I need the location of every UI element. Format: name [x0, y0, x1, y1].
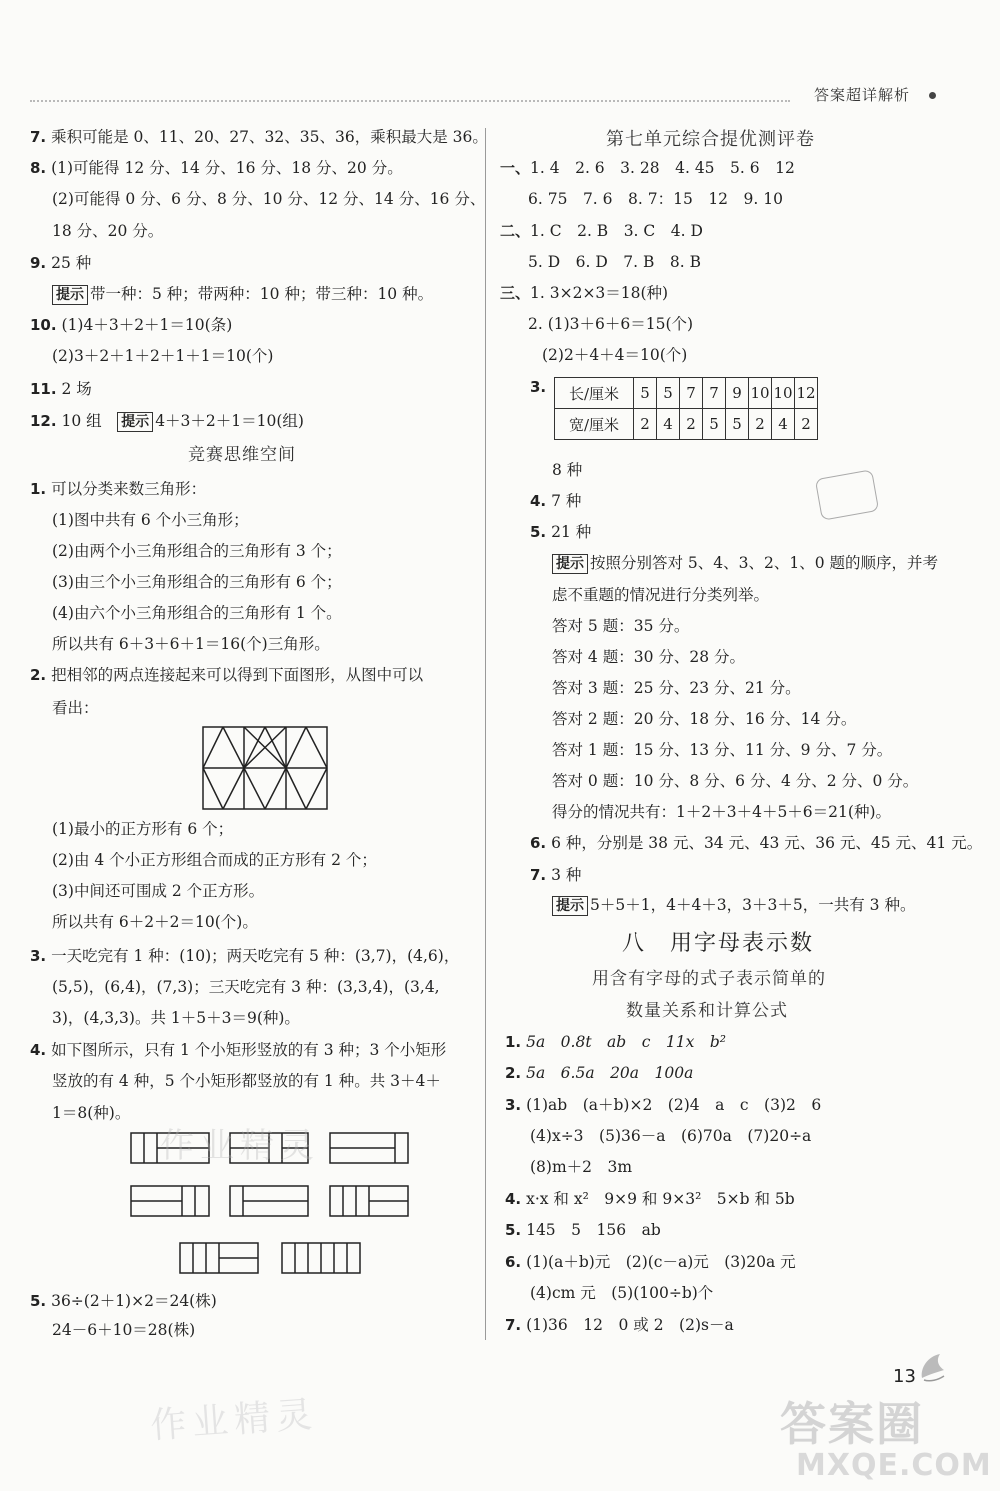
answer-line: 三、1. 3×2×3＝18(种)	[500, 284, 669, 302]
section-title: 第七单元综合提优测评卷	[606, 129, 815, 150]
table-cell: 5	[703, 409, 726, 440]
answer-line: 18 分、20 分。	[52, 222, 164, 240]
answer-line: 2. (1)3＋6＋6＝15(个)	[528, 315, 694, 333]
hint-line: 提示 5＋5＋1，4＋4＋3，3＋3＋5，一共有 3 种。	[552, 894, 915, 916]
answer-line: (3)中间还可围成 2 个正方形。	[52, 882, 265, 900]
answer-line: (2)由两个小三角形组合的三角形有 3 个；	[52, 542, 342, 560]
table-cell: 2	[749, 409, 772, 440]
hint-badge: 提示	[552, 554, 588, 574]
answer-line: 7. 3 种	[530, 866, 582, 884]
answer-line: (4)由六个小三角形组合的三角形有 1 个。	[52, 604, 342, 622]
answer-line: 4. x·x 和 x² 9×9 和 9×3² 5×b 和 5b	[505, 1190, 795, 1208]
hint-badge: 提示	[552, 896, 588, 916]
answer-line: 虑不重题的情况进行分类列举。	[552, 586, 770, 604]
answer-line: 7. 乘积可能是 0、11、20、27、32、35、36，乘积最大是 36。	[30, 128, 488, 146]
answer-line: 5. 145 5 156 ab	[505, 1221, 661, 1239]
answer-line: 5. 21 种	[530, 523, 592, 541]
table-cell: 7	[703, 378, 726, 409]
table-cell: 10	[772, 378, 795, 409]
answer-line: (4)x÷3 (5)36－a (6)70a (7)20÷a	[530, 1127, 812, 1145]
answer-line: (2)3＋2＋1＋2＋1＋1＝10(个)	[52, 347, 274, 365]
answer-line: (5,5)，(6,4)，(7,3)；三天吃完有 3 种：(3,3,4)，(3,4,	[52, 978, 440, 996]
answer-line: (1)图中共有 6 个小三角形；	[52, 511, 249, 529]
table-cell: 2	[634, 409, 657, 440]
table-cell: 4	[657, 409, 680, 440]
answer-line: 8. (1)可能得 12 分、14 分、16 分、18 分、20 分。	[30, 159, 403, 177]
answer-line: 答对 1 题：15 分、13 分、11 分、9 分、7 分。	[552, 741, 893, 759]
chapter-title: 八 用字母表示数	[622, 931, 815, 956]
header-dot	[929, 92, 936, 99]
answer-line: 5. 36÷(2＋1)×2＝24(株)	[30, 1292, 217, 1310]
dolphin-icon	[918, 1350, 948, 1384]
answer-line: 6. (1)(a＋b)元 (2)(c－a)元 (3)20a 元	[505, 1253, 796, 1271]
answer-line: 6. 75 7. 6 8. 7：15 12 9. 10	[528, 190, 783, 208]
answer-line: 1. 5a 0.8t ab c 11x b²	[505, 1033, 727, 1051]
page-number: 13	[893, 1366, 916, 1387]
answer-line: (4)cm 元 (5)(100÷b)个	[530, 1284, 714, 1302]
answer-line: 所以共有 6＋3＋6＋1＝16(个)三角形。	[52, 635, 330, 653]
answer-line: (2)由 4 个小正方形组合而成的正方形有 2 个；	[52, 851, 377, 869]
answer-line: 一、1. 4 2. 6 3. 28 4. 45 5. 6 12	[500, 159, 795, 177]
table-cell: 长/厘米	[555, 378, 634, 409]
answer-line: 2. 把相邻的两点连接起来可以得到下面图形，从图中可以	[30, 666, 424, 684]
faint-watermark: 作业精灵	[148, 1394, 320, 1447]
answer-line: 二、1. C 2. B 3. C 4. D	[500, 222, 703, 240]
hint-line: 提示 带一种：5 种；带两种：10 种；带三种：10 种。	[52, 283, 433, 305]
answer-line: 5. D 6. D 7. B 8. B	[528, 253, 701, 271]
subsection-title: 用含有字母的式子表示简单的	[592, 969, 826, 989]
answer-line: 得分的情况共有：1＋2＋3＋4＋5＋6＝21(种)。	[552, 803, 891, 821]
answer-line: 答对 2 题：20 分、18 分、16 分、14 分。	[552, 710, 857, 728]
answer-line: (1)最小的正方形有 6 个；	[52, 820, 234, 838]
table-cell: 5	[726, 409, 749, 440]
answer-line: 7. (1)36 12 0 或 2 (2)s－a	[505, 1316, 734, 1334]
section-title: 竞赛思维空间	[188, 445, 296, 465]
column-divider	[485, 128, 486, 1340]
answer-line: 答对 4 题：30 分、28 分。	[552, 648, 746, 666]
table-cell: 5	[657, 378, 680, 409]
answer-line: (2)2＋4＋4＝10(个)	[542, 346, 688, 364]
answer-line: (2)可能得 0 分、6 分、8 分、10 分、12 分、14 分、16 分、	[52, 190, 486, 208]
answer-line: 24－6＋10＝28(株)	[52, 1321, 196, 1339]
answer-line: 11. 2 场	[30, 380, 92, 398]
answer-line: 1. 可以分类来数三角形：	[30, 480, 207, 498]
table-cell: 10	[749, 378, 772, 409]
answer-line: 2. 5a 6.5a 20a 100a	[505, 1064, 694, 1082]
answer-line: 10. (1)4＋3＋2＋1＝10(条)	[30, 316, 233, 334]
table-row	[555, 378, 818, 409]
hint-badge: 提示	[117, 412, 153, 432]
table-cell: 2	[680, 409, 703, 440]
answer-line: 答对 0 题：10 分、8 分、6 分、4 分、2 分、0 分。	[552, 772, 919, 790]
watermark-logo: 答案圈	[780, 1397, 924, 1451]
table-cell: 12	[795, 378, 818, 409]
answer-line: 3)，(4,3,3)。共 1＋5＋3＝9(种)。	[52, 1009, 300, 1027]
answer-line: 1＝8(种)。	[52, 1104, 131, 1122]
table-row	[555, 409, 818, 440]
answer-line: (8)m＋2 3m	[530, 1158, 633, 1176]
table-cell: 5	[634, 378, 657, 409]
table-cell: 7	[680, 378, 703, 409]
table-cell: 2	[795, 409, 818, 440]
answer-line: 3. (1)ab (a＋b)×2 (2)4 a c (3)2 6	[505, 1096, 822, 1114]
stamp-mark	[815, 469, 879, 520]
answer-line: (3)由三个小三角形组合的三角形有 6 个；	[52, 573, 342, 591]
question-number: 3.	[530, 378, 547, 396]
answer-line: 3. 一天吃完有 1 种：(10)；两天吃完有 5 种：(3,7)，(4,6)，	[30, 947, 460, 965]
answer-line: 答对 3 题：25 分、23 分、21 分。	[552, 679, 801, 697]
table-cell: 4	[772, 409, 795, 440]
answer-line: 9. 25 种	[30, 254, 92, 272]
square-grid-figure	[202, 726, 328, 810]
table-cell: 宽/厘米	[555, 409, 634, 440]
answer-line: 4. 如下图所示，只有 1 个小矩形竖放的有 3 种；3 个小矩形	[30, 1041, 447, 1059]
answer-line: 4. 7 种	[530, 492, 582, 510]
answer-line: 12. 10 组 提示 4＋3＋2＋1＝10(组)	[30, 412, 304, 430]
header-rule	[30, 100, 790, 102]
subsection-title: 数量关系和计算公式	[626, 1001, 788, 1021]
answer-line: 答对 5 题：35 分。	[552, 617, 690, 635]
faint-watermark: 作业精灵	[160, 1126, 320, 1166]
table-cell: 9	[726, 378, 749, 409]
answer-line: 看出：	[52, 699, 99, 717]
header-title: 答案超详解析	[814, 86, 911, 104]
answer-line: 所以共有 6＋2＋2＝10(个)。	[52, 913, 258, 931]
hint-badge: 提示	[52, 285, 88, 305]
watermark-url: MXQE.COM	[796, 1448, 992, 1483]
answer-line: 竖放的有 4 种，5 个小矩形都竖放的有 1 种。共 3＋4＋	[52, 1072, 441, 1090]
answer-line: 8 种	[552, 461, 583, 479]
hint-line: 提示 按照分别答对 5、4、3、2、1、0 题的顺序，并考	[552, 552, 938, 574]
dimension-table	[554, 377, 818, 440]
answer-line: 6. 6 种，分别是 38 元、34 元、43 元、36 元、45 元、41 元。	[530, 834, 983, 852]
